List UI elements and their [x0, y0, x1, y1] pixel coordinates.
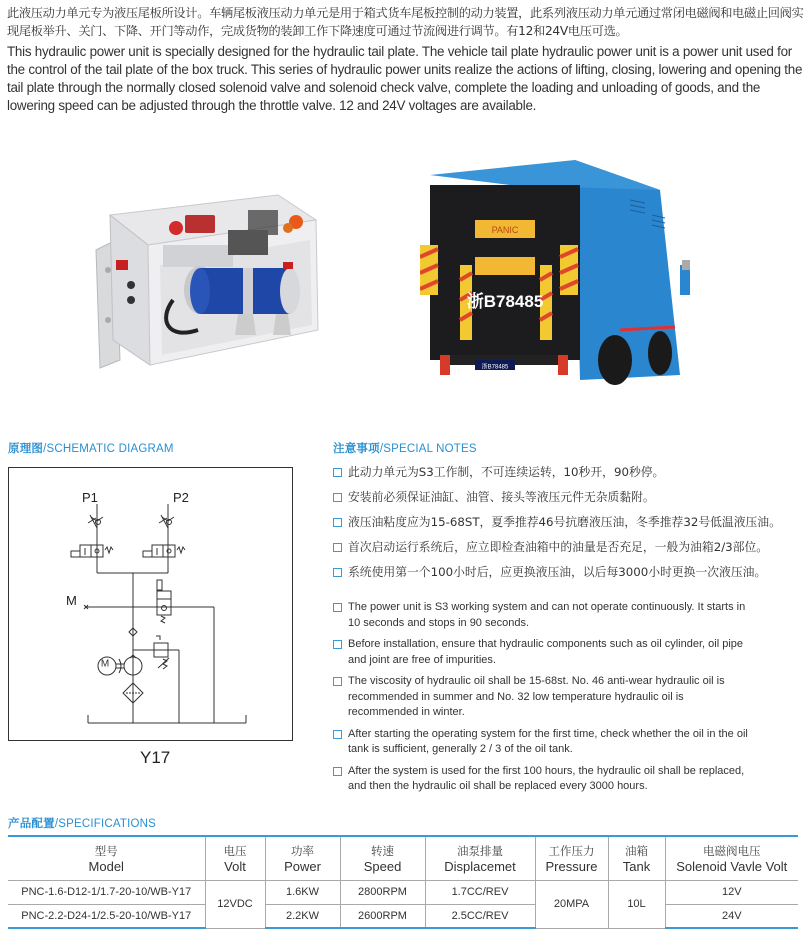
table-row — [8, 880, 798, 904]
header-solenoid-volt: 电磁阀电压 Solenoid Vavle Volt — [665, 836, 798, 880]
note-cn-item: 系统使用第一个100小时后，应更换液压油，以后每3000小时更换一次液压油。 — [333, 564, 803, 589]
port-label-p1: P1 — [82, 490, 98, 505]
intro-english: This hydraulic power unit is specially designed for the hydraulic tail plate. The vehicle tail plate hydraulic power unit is a power unit used for the control of the tail plate of the box truck. This series of hydraulic power units realize the actions of lifting, closing, lowering and opening the tail plate through the normally closed solenoid valve and solenoid check valve, complete the loading and unloading of goods, and the lowering speed can be adjusted through the throttle valve. 12 and 24V voltages are available. — [7, 44, 803, 113]
schematic-title-cn: 原理图 — [8, 443, 44, 455]
cell-power: 1.6KW — [265, 880, 340, 904]
notes-section-title — [333, 440, 477, 456]
port-label-p2: P2 — [173, 490, 189, 505]
cell-pressure: 20MPA — [535, 880, 608, 928]
checkbox-icon — [333, 518, 342, 527]
note-en-item: The power unit is S3 working system and can not operate continuously. It starts in 10 seconds and stops in 90 seconds. — [333, 600, 803, 631]
cell-solenoid-volt: 12V — [665, 880, 798, 904]
cell-tank: 10L — [608, 880, 665, 928]
svg-text:M: M — [100, 658, 110, 670]
specs-title-cn: 产品配置 — [8, 818, 55, 830]
truck-plate-text: 浙B78485 — [466, 292, 544, 311]
note-en-item: After starting the operating system for the first time, check whether the oil in the oil tank is sufficient, generally 2 / 3 of the oil tank. — [333, 727, 803, 758]
schematic-section-title — [8, 440, 174, 456]
power-unit-photo — [88, 170, 338, 370]
specifications-table — [8, 835, 798, 929]
header-volt: 电压 Volt — [205, 836, 265, 880]
checkbox-icon — [333, 767, 342, 776]
cell-solenoid-volt: 24V — [665, 904, 798, 928]
table-row — [8, 904, 798, 928]
note-en-item: The viscosity of hydraulic oil shall be 15-68st. No. 46 anti-wear hydraulic oil is recommended in summer and No. 32 low temperature hydraulic oil is recommended in winter. — [333, 674, 803, 721]
cell-model: PNC-1.6-D12-1/1.7-20-10/WB-Y17 — [8, 880, 205, 904]
checkbox-icon — [333, 730, 342, 739]
note-cn-item: 此动力单元为S3工作制，不可连续运转，10秒开，90秒停。 — [333, 464, 803, 489]
note-cn-item: 液压油粘度应为15-68ST，夏季推荐46号抗磨液压油，冬季推荐32号低温液压油。 — [333, 514, 803, 539]
note-cn-item: 安装前必须保证油缸、油管、接头等液压元件无杂质黏附。 — [333, 489, 803, 514]
header-speed: 转速 Speed — [340, 836, 425, 880]
schematic-caption: Y17 — [140, 748, 171, 767]
notes-title-en: /SPECIAL NOTES — [379, 443, 477, 455]
header-power: 功率 Power — [265, 836, 340, 880]
checkbox-icon — [333, 640, 342, 649]
truck-brand-text: PANIC — [491, 225, 519, 235]
notes-english-list — [333, 600, 803, 801]
checkbox-icon — [333, 568, 342, 577]
checkbox-icon — [333, 493, 342, 502]
notes-title-cn: 注意事项 — [333, 443, 380, 455]
notes-chinese-list — [333, 464, 803, 589]
cell-power: 2.2KW — [265, 904, 340, 928]
cell-speed: 2600RPM — [340, 904, 425, 928]
table-header-row — [8, 836, 798, 880]
cell-displacement: 2.5CC/REV — [425, 904, 535, 928]
note-en-item: Before installation, ensure that hydraulic components such as oil cylinder, oil pipe and joint are free of impurities. — [333, 637, 803, 668]
cell-speed: 2800RPM — [340, 880, 425, 904]
header-tank: 油箱 Tank — [608, 836, 665, 880]
header-pressure: 工作压力 Pressure — [535, 836, 608, 880]
specs-section-title — [8, 815, 156, 831]
header-model: 型号 Model — [8, 836, 205, 880]
truck-small-plate-text: 浙B78485 — [481, 364, 509, 371]
note-en-item: After the system is used for the first 100 hours, the hydraulic oil shall be replaced, and then the hydraulic oil shall be replaced every 3000 hours. — [333, 764, 803, 795]
specs-title-en: /SPECIFICATIONS — [54, 818, 157, 830]
cell-volt: 12VDC — [205, 880, 265, 928]
checkbox-icon — [333, 677, 342, 686]
schematic-diagram — [8, 467, 293, 741]
cell-displacement: 1.7CC/REV — [425, 880, 535, 904]
header-displacement: 油泵排量 Displacemet — [425, 836, 535, 880]
port-label-m: M — [66, 593, 77, 608]
note-cn-item: 首次启动运行系统后，应立即检查油箱中的油量是否充足，一般为油箱2/3部位。 — [333, 539, 803, 564]
truck-photo — [420, 145, 700, 395]
intro-chinese: 此液压动力单元专为液压尾板所设计。车辆尾板液压动力单元是用于箱式货车尾板控制的动力装置，此系列液压动力单元通过常闭电磁阀和电磁止回阀实现尾板举升、关门、下降、开门等动作，完成货物的装卸工作下降速度可通过节流阀进行调节。有12和24V电压可选。 — [7, 6, 804, 38]
checkbox-icon — [333, 603, 342, 612]
checkbox-icon — [333, 543, 342, 552]
schematic-title-en: /SCHEMATIC DIAGRAM — [43, 443, 174, 455]
checkbox-icon — [333, 468, 342, 477]
cell-model: PNC-2.2-D24-1/2.5-20-10/WB-Y17 — [8, 904, 205, 928]
